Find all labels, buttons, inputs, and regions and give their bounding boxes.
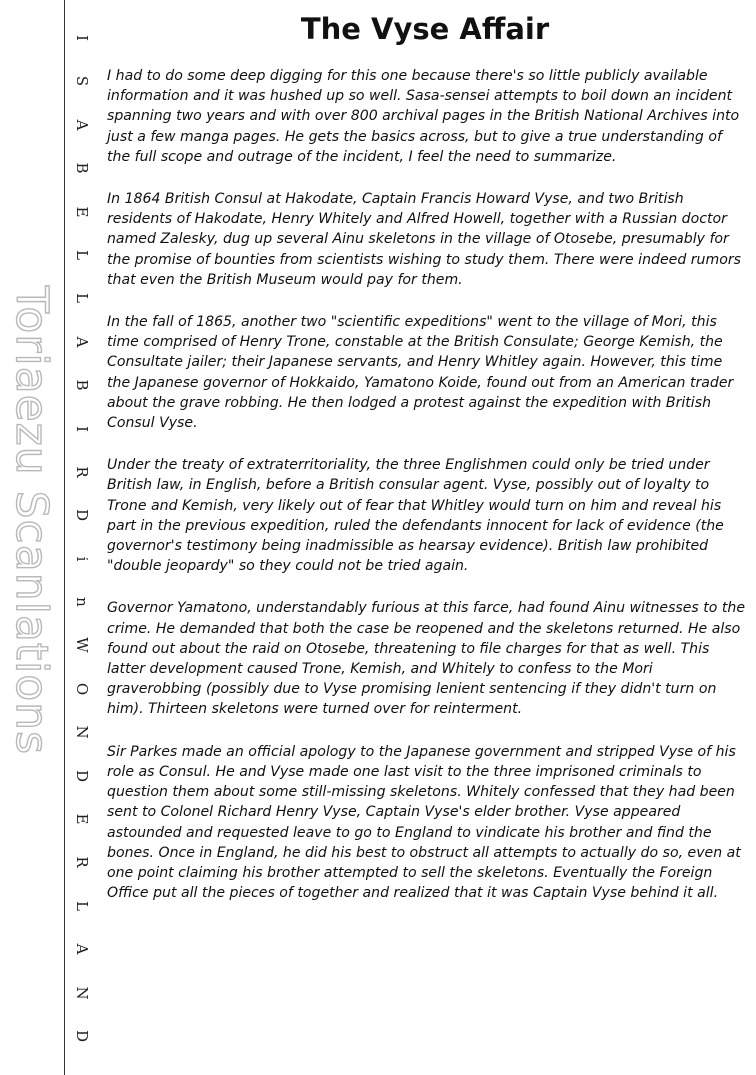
- vertical-series-title: [71, 27, 93, 1047]
- scanlation-watermark: [5, 285, 57, 755]
- vertical-letter: A: [73, 336, 91, 348]
- vertical-letter: E: [73, 206, 91, 218]
- vertical-letter: E: [73, 813, 91, 825]
- vertical-letter: N: [73, 986, 91, 1000]
- vertical-letter: S: [73, 76, 91, 87]
- vertical-letter: A: [73, 119, 91, 131]
- vertical-letter: n: [73, 597, 91, 607]
- paragraph-sir-parkes: Sir Parkes made an official apology to the Japanese government and stripped Vyse of his role as Consul. He and Vyse made one last visit to the three imprisoned criminals to question them about some still-missing skeletons. Whitely confessed that they had been sent to Colonel Richard Henry Vyse, Captain Vyse's elder brother. Vyse appeared astounded and requested leave to go to England to vindicate his brother and find the bones. Once in England, he did his best to obstruct all attempts to actually do so, even at one point claiming his brother attempted to sell the skeletons. Eventually the Foreign Office put all the pieces of together and realized that it was Captain Vyse behind it all.: [107, 743, 741, 902]
- vertical-letter: N: [73, 725, 91, 739]
- vertical-letter: i: [73, 556, 91, 562]
- vertical-letter: O: [73, 682, 91, 696]
- paragraph-1864-otosebe: In 1864 British Consul at Hakodate, Captain Francis Howard Vyse, and two British residents of Hakodate, Henry Whitely and Alfred Howell, together with a Russian doctor named Zalesky, dug up several Ainu skeletons in the village of Otosebe, presumably for the promise of bounties from scientists wishing to study them. There were indeed rumors that even the British Museum would pay for them.: [107, 191, 741, 288]
- paragraph-extraterritoriality: Under the treaty of extraterritoriality, the three Englishmen could only be tried under British law, in English, before a British consular agent. Vyse, possibly out of loyalty to Trone and Kemish, very likely out of fear that Whitley would turn on him and reveal his part in the previous expedition, ruled the defendants innocent for lack of evidence (the governor's testimony being inadmissible as hearsay evidence). British law prohibited "double jeopardy" so they could not be tried again.: [107, 457, 724, 575]
- paragraph-1865-mori: In the fall of 1865, another two "scientific expeditions" went to the village of Mori, this time comprised of Henry Trone, constable at the British Consulate; George Kemish, the Consultate jailer; their Japanese servants, and Henry Whitley again. However, this time the Japanese governor of Hokkaido, Yamatono Koide, found out from an American trader about the grave robbing. He then lodged a protest against the expedition with British Consul Vyse.: [107, 314, 734, 432]
- vertical-letter: D: [73, 769, 91, 782]
- vertical-letter: R: [73, 466, 91, 478]
- vertical-letter: D: [73, 1029, 91, 1042]
- article-body: [107, 66, 747, 925]
- vertical-letter: B: [73, 379, 91, 391]
- vertical-letter: D: [73, 509, 91, 522]
- paragraph-governor-yamatono: Governor Yamatono, understandably furious at this farce, had found Ainu witnesses to the crime. He demanded that both the case be reopened and the skeletons returned. He also found out about the raid on Otosebe, threatening to file charges for that as well. This latter development caused Trone, Kemish, and Whitely to confess to the Mori graverobbing (possibly due to Vyse promising lenient sentencing if they didn't turn on him). Thirteen skeletons were turned over for reinterment.: [107, 600, 746, 718]
- vertical-letter: W: [73, 637, 91, 654]
- page-title: The Vyse Affair: [300, 12, 550, 46]
- vertical-letter: L: [73, 293, 91, 304]
- watermark-text: Toriaezu Scanlations: [5, 285, 57, 755]
- vertical-letter: B: [73, 162, 91, 174]
- vertical-letter: I: [73, 35, 91, 41]
- paragraph-intro: I had to do some deep digging for this one because there's so little publicly available information and it was hushed up so well. Sasa-sensei attempts to boil down an incident spanning two years and with over 800 archival pages in the British National Archives into just a few manga pages. He gets the basics across, but to give a true understanding of the full scope and outrage of the incident, I feel the need to summarize.: [107, 68, 740, 165]
- vertical-letter: L: [73, 900, 91, 911]
- vertical-letter: A: [73, 943, 91, 955]
- vertical-letter: I: [73, 425, 91, 432]
- vertical-letter: L: [73, 249, 91, 260]
- margin-divider: [64, 0, 65, 1075]
- vertical-letter: R: [73, 856, 91, 869]
